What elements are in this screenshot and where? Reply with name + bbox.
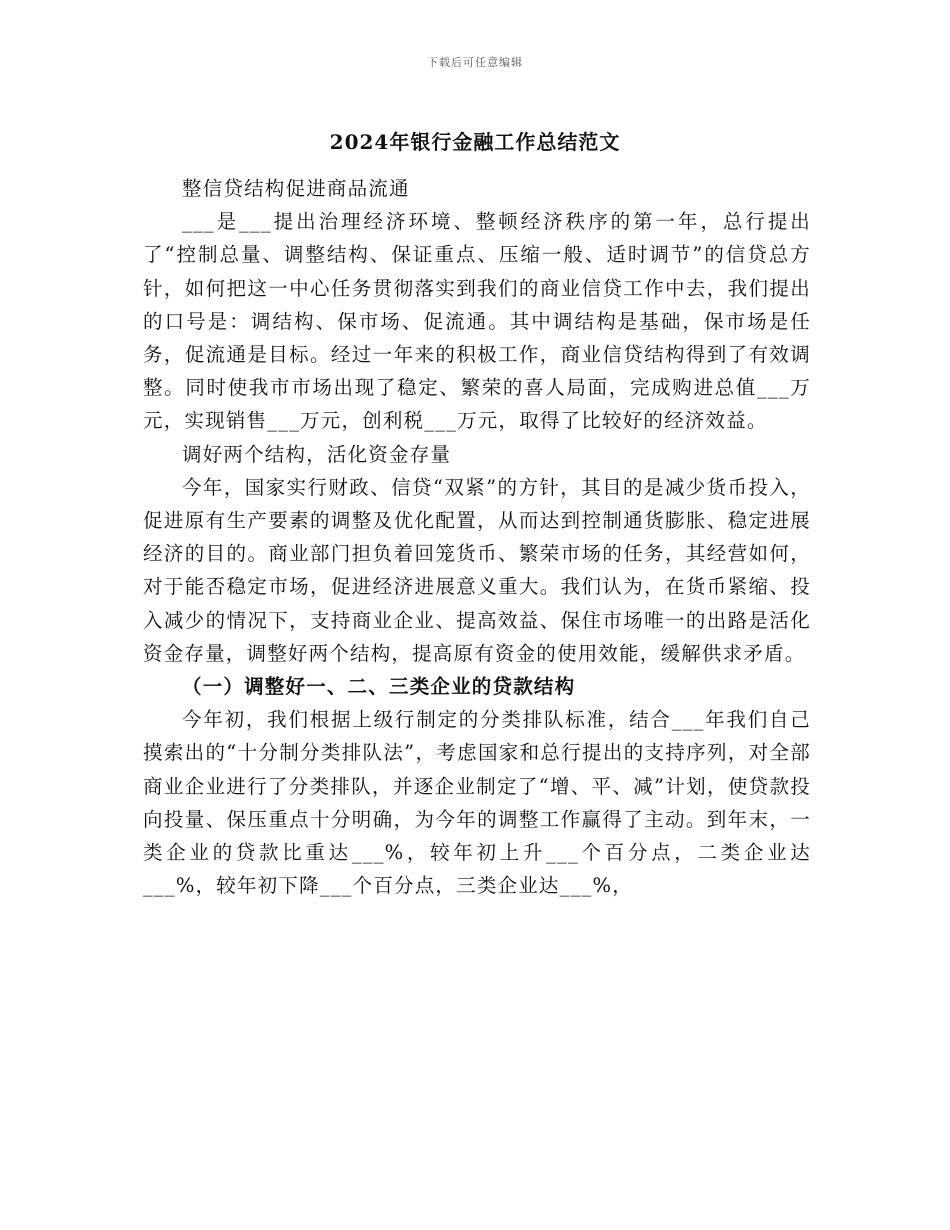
paragraph-1: 整信贷结构促进商品流通 <box>182 177 410 200</box>
document-title: 2024年银行金融工作总结范文 <box>329 130 621 154</box>
paragraph-4: 今年，国家实行财政、信贷“双紧”的方针，其目的是减少货币投入，促进原有生产要素的调整及优化配置，从而达到控制通货膨胀、稳定进展经济的目的。商业部门担负着回笼货币、繁荣市场的任务，其经营如何，对于能否稳定市场，促进经济进展意义重大。我们认为，在货币紧缩、投入减少的情况下，支持商业企业、提高效益、保住市场唯一的出路是活化资金存量，调整好两个结构，提高原有资金的使用效能，缓解供求矛盾。 <box>143 475 811 665</box>
header-note: 下载后可任意编辑 <box>427 56 523 69</box>
document-body <box>143 172 811 902</box>
paragraph-3: 调好两个结构，活化资金存量 <box>182 442 452 466</box>
paragraph-6: 今年初，我们根据上级行制定的分类排队标准，结合___年我们自己摸索出的“十分制分类排队法”，考虑国家和总行提出的支持序列，对全部商业企业进行了分类排队，并逐企业制定了“增、平、减”计划，使贷款投向投量、保压重点十分明确，为今年的调整工作赢得了主动。到年末，一类企业的贷款比重达___%，较年初上升___个百分点，二类企业达___%，较年初下降___个百分点，三类企业达___%， <box>143 708 811 898</box>
paragraph-2: ___是___提出治理经济环境、整顿经济秩序的第一年，总行提出了“控制总量、调整结构、保证重点、压缩一般、适时调节”的信贷总方针，如何把这一中心任务贯彻落实到我们的商业信贷工作中去，我们提出的口号是：调结构、保市场、促流通。其中调结构是基础，保市场是任务，促流通是目标。经过一年来的积极工作，商业信贷结构得到了有效调整。同时使我市市场出现了稳定、繁荣的喜人局面，完成购进总值___万元，实现销售___万元，创利税___万元，取得了比较好的经济效益。 <box>143 210 811 433</box>
section-heading-1: （一）调整好一、二、三类企业的贷款结构 <box>182 675 576 699</box>
